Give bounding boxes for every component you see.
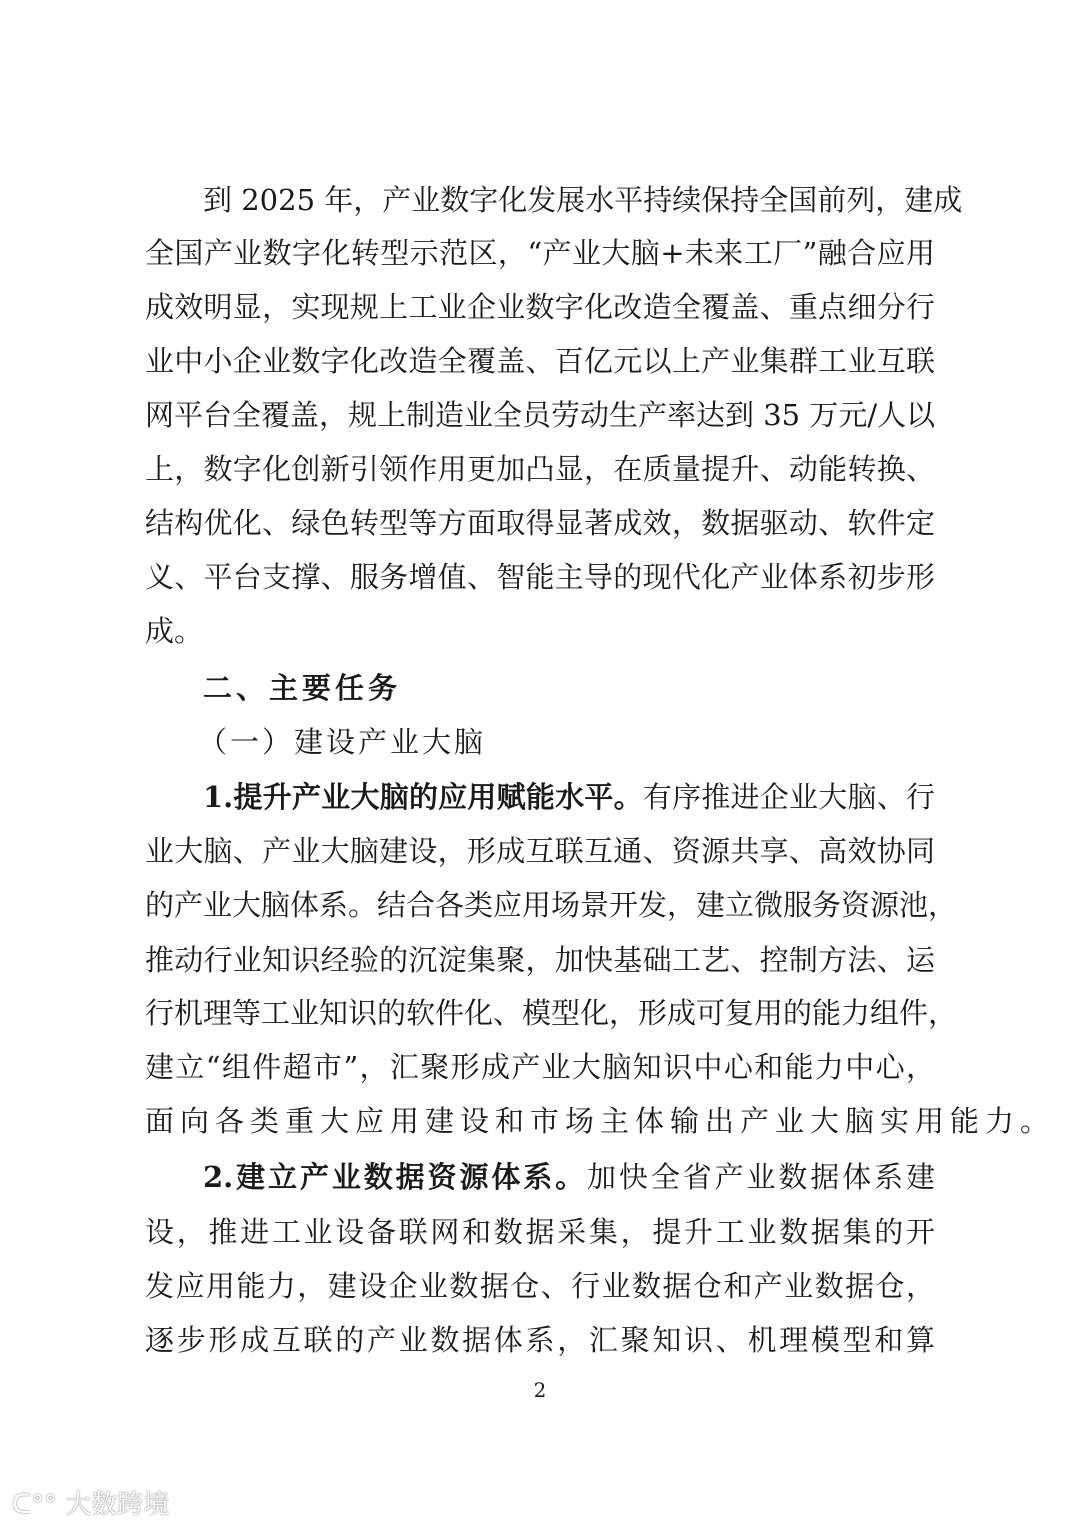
text-line: 发应用能力，建设企业数据仓、行业数据仓和产业数据仓， bbox=[145, 1269, 935, 1303]
text-line: 全国产业数字化转型示范区，“产业大脑+未来工厂”融合应用 bbox=[145, 236, 935, 270]
item-text: 加快全省产业数据体系建 bbox=[587, 1160, 935, 1194]
watermark-icon: ᑕ°° bbox=[12, 1490, 57, 1520]
text-line: 设，推进工业设备联网和数据采集，提升工业数据集的开 bbox=[145, 1215, 935, 1249]
text-line: 业大脑、产业大脑建设，形成互联互通、资源共享、高效协同 bbox=[145, 834, 935, 868]
text-line bbox=[203, 779, 935, 815]
watermark-text: 大数跨境 bbox=[65, 1490, 170, 1520]
watermark-logo bbox=[12, 1484, 169, 1521]
item-title: 2.建立产业数据资源体系。 bbox=[203, 1160, 588, 1194]
text-line: 成。 bbox=[145, 614, 204, 648]
text-line: 面向各类重大应用建设和市场主体输出产业大脑实用能力。 bbox=[145, 1104, 1056, 1138]
text-line: 网平台全覆盖，规上制造业全员劳动生产率达到 35 万元/人以 bbox=[145, 398, 936, 432]
text-line: 的产业大脑体系。结合各类应用场景开发，建立微服务资源池， bbox=[145, 888, 958, 922]
text-line bbox=[203, 1159, 935, 1195]
text-line: 到 2025 年，产业数字化发展水平持续保持全国前列，建成 bbox=[203, 183, 963, 217]
page-number: 2 bbox=[533, 1378, 547, 1402]
text-line: 上，数字化创新引领作用更加凸显，在质量提升、动能转换、 bbox=[145, 452, 935, 486]
text-line: 义、平台支撑、服务增值、智能主导的现代化产业体系初步形 bbox=[145, 560, 935, 594]
text-line: 逐步形成互联的产业数据体系，汇聚知识、机理模型和算 bbox=[145, 1323, 935, 1357]
subsection-heading: （一）建设产业大脑 bbox=[198, 725, 487, 759]
text-line: 结构优化、绿色转型等方面取得显著成效，数据驱动、软件定 bbox=[145, 506, 935, 540]
text-line: 建立“组件超市”，汇聚形成产业大脑知识中心和能力中心， bbox=[145, 1050, 935, 1084]
text-line: 成效明显，实现规上工业企业数字化改造全覆盖、重点细分行 bbox=[145, 290, 935, 324]
section-heading: 二、主要任务 bbox=[203, 671, 402, 705]
text-line: 行机理等工业知识的软件化、模型化，形成可复用的能力组件， bbox=[145, 996, 958, 1030]
item-text: 有序推进企业大脑、行 bbox=[642, 780, 935, 814]
item-title: 1.提升产业大脑的应用赋能水平。 bbox=[203, 780, 643, 814]
text-line: 业中小企业数字化改造全覆盖、百亿元以上产业集群工业互联 bbox=[145, 344, 935, 378]
text-line: 推动行业知识经验的沉淀集聚，加快基础工艺、控制方法、运 bbox=[145, 943, 935, 977]
